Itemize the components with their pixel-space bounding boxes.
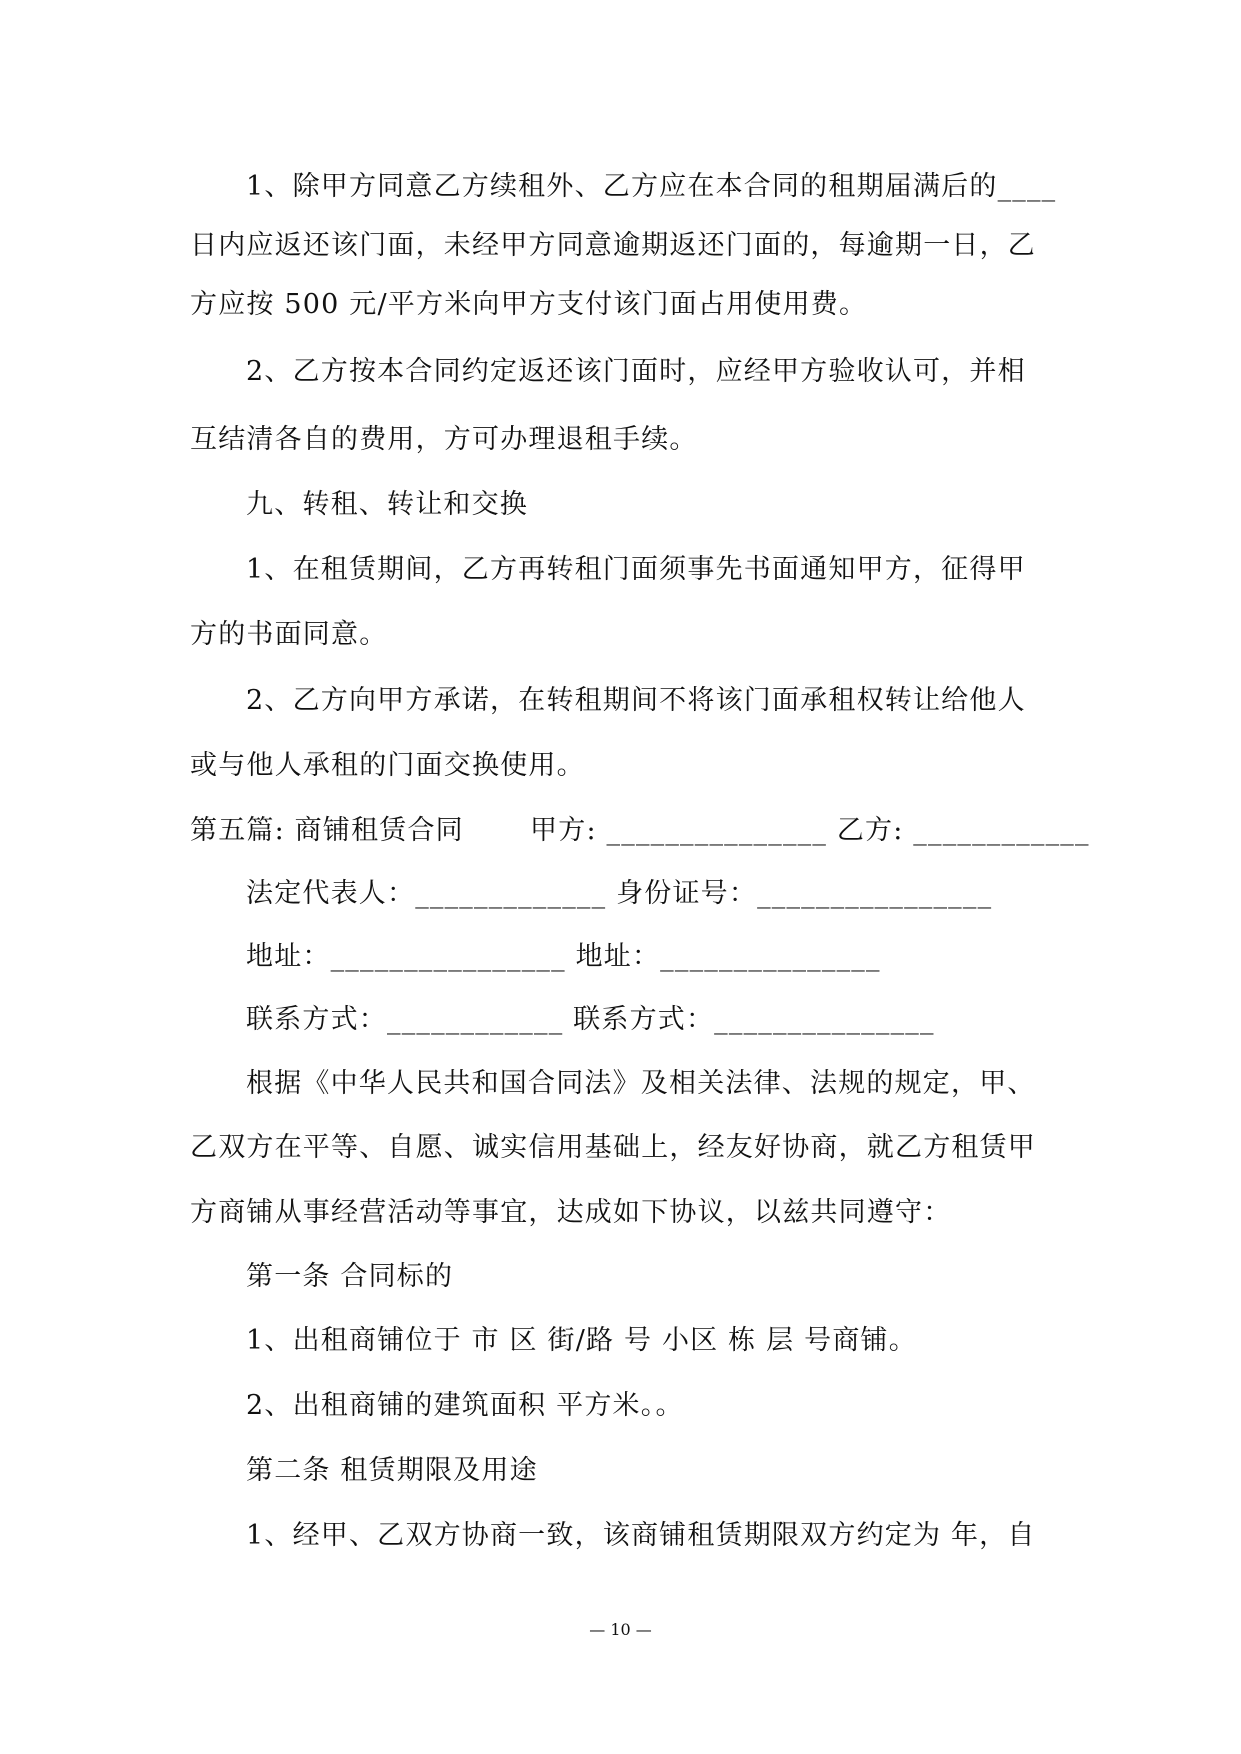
paragraph-line: 乙双方在平等、自愿、诚实信用基础上，经友好协商，就乙方租赁甲 <box>190 1132 1036 1163</box>
paragraph-line: 互结清各自的费用，方可办理退租手续。 <box>190 424 698 455</box>
page-number: — 10 — <box>589 1620 652 1639</box>
paragraph-line: 2、出租商铺的建筑面积 平方米。。 <box>246 1390 684 1421</box>
paragraph-line: 或与他人承租的门面交换使用。 <box>190 750 585 781</box>
contract-title-line: 第五篇: 商铺租赁合同 甲方: _______________ 乙方: ____________ <box>190 815 1090 846</box>
form-field-line: 联系方式：____________ 联系方式：_______________ <box>246 1004 935 1035</box>
section-heading: 九、转租、转让和交换 <box>246 489 528 520</box>
article-heading: 第一条 合同标的 <box>246 1261 454 1292</box>
paragraph-line: 1、出租商铺位于 市 区 街/路 号 小区 栋 层 号商铺。 <box>246 1325 917 1356</box>
form-field-line: 法定代表人：_____________ 身份证号：________________ <box>246 878 993 909</box>
paragraph-line: 2、乙方向甲方承诺，在转租期间不将该门面承租权转让给他人 <box>246 685 1026 716</box>
paragraph-line: 1、除甲方同意乙方续租外、乙方应在本合同的租期届满后的____ <box>246 171 1057 202</box>
paragraph-line: 日内应返还该门面，未经甲方同意逾期返还门面的，每逾期一日，乙 <box>190 230 1036 261</box>
paragraph-line: 1、在租赁期间，乙方再转租门面须事先书面通知甲方，征得甲 <box>246 554 1026 585</box>
paragraph-line: 方应按 500 元/平方米向甲方支付该门面占用使用费。 <box>190 289 868 320</box>
paragraph-line: 1、经甲、乙双方协商一致，该商铺租赁期限双方约定为 年，自 <box>246 1520 1036 1551</box>
form-field-line: 地址：________________ 地址：_______________ <box>246 941 881 972</box>
article-heading: 第二条 租赁期限及用途 <box>246 1455 538 1486</box>
paragraph-line: 2、乙方按本合同约定返还该门面时，应经甲方验收认可，并相 <box>246 356 1026 387</box>
paragraph-line: 方商铺从事经营活动等事宜，达成如下协议，以兹共同遵守： <box>190 1197 952 1228</box>
paragraph-line: 方的书面同意。 <box>190 619 388 650</box>
paragraph-line: 根据《中华人民共和国合同法》及相关法律、法规的规定，甲、 <box>246 1068 1036 1099</box>
